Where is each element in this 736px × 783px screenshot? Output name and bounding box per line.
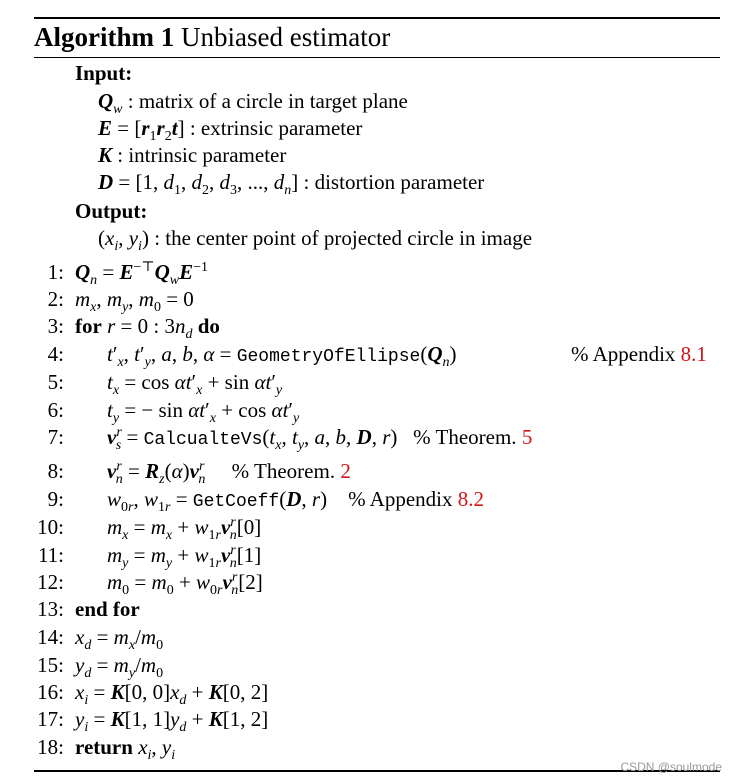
comment-theorem-a: % Theorem. 5 [413, 425, 533, 449]
input-k: K : intrinsic parameter [98, 143, 287, 167]
ref-theorem-a: 5 [521, 425, 533, 449]
step-return: return $x_i$, $y_i$ [75, 735, 176, 764]
line-number: 14: [37, 625, 64, 649]
bottom-rule [34, 770, 720, 772]
input-e: $E = [r_1r_2t]$ : extrinsic parameter [98, 116, 363, 145]
step-yd: $y_d = m_y/m_0$ [75, 653, 164, 682]
output-desc: : the center point of projected circle in image [154, 226, 533, 250]
caption-rule [34, 57, 720, 58]
line-number: 2: [47, 287, 64, 311]
step-yi: $y_i = K[1$, $1]y_d + K[1$, 2] [75, 707, 269, 736]
fn-geometry: GeometryOfEllipse [236, 347, 421, 367]
output-heading: Output: [75, 199, 148, 223]
line-number: 3: [47, 314, 64, 338]
line-number: 6: [47, 398, 64, 422]
line-number: 4: [47, 342, 64, 366]
ref-appendix-b: 8.2 [457, 487, 484, 511]
fn-coeff: GetCoeff [192, 492, 280, 512]
step-end-for: end for [75, 597, 140, 621]
algorithm-label: Algorithm 1 [34, 22, 175, 52]
input-qw-desc: : matrix of a circle in target plane [127, 89, 408, 113]
line-number: 17: [37, 707, 64, 731]
step-xd: $x_d = m_x/m_0$ [75, 625, 164, 654]
watermark: CSDN @soulmode [620, 760, 722, 774]
step-ty: $t_y$ = − $\sin \alpha t'_x + \cos \alpha t'_y$ [107, 398, 300, 427]
step-mx: $m_x = m_x + w_{1r}v^r_n[0]$ [107, 515, 262, 544]
comment-appendix-a: % Appendix 8.1 [571, 342, 707, 366]
step-init: $m_x$, $m_y$, $m_0 = 0$ [75, 287, 194, 316]
step-xi: $x_i = K[0$, $0]x_d + K[0$, 2] [75, 680, 269, 709]
step-geometry: $t'_x$, $t'_y$, a, b, $\alpha = GeometryOfEllipse(Q_n)$ [107, 342, 457, 371]
line-number: 1: [47, 260, 64, 284]
top-rule [34, 17, 720, 19]
step-for: for r = 0 : $3n_d$ do [75, 314, 220, 343]
input-k-desc: : intrinsic parameter [117, 143, 287, 167]
ref-theorem-b: 2 [340, 459, 351, 483]
step-qn: $Q_n = E^{-⊤}Q_wE^{-1}$ [75, 260, 209, 289]
step-coeff: $w_{0r}$, $w_{1r}$ = GetCoeff(D, r) % Appendix 8.2 [107, 487, 484, 516]
line-number: 10: [37, 515, 64, 539]
input-d: D = [1, $d_1$, $d_2$, $d_3$, ..., $d_n$] : distortion parameter [98, 170, 485, 199]
line-number: 7: [47, 425, 64, 449]
step-m0: $m_0 = m_0 + w_{0r}v^r_n[2]$ [107, 570, 263, 599]
ref-appendix-a: 8.1 [680, 342, 707, 366]
step-tx: $t_x = \cos \alpha t'_x + \sin \alpha t'_y$ [107, 370, 283, 399]
step-rotate: $v^r_n = R_z(\alpha)v^r_n$ % Theorem. 2 [107, 459, 351, 488]
algorithm-caption [34, 20, 390, 54]
input-d-desc: : distortion parameter [303, 170, 485, 194]
fn-calc: CalcualteVs [143, 430, 263, 450]
comment-appendix-b: % Appendix 8.2 [348, 487, 484, 511]
line-number: 9: [47, 487, 64, 511]
line-number: 12: [37, 570, 64, 594]
output-point: ($x_i$, $y_i$) : the center point of projected circle in image [98, 226, 533, 255]
input-qw: $Q_w$ : matrix of a circle in target plane [98, 89, 408, 118]
line-number: 16: [37, 680, 64, 704]
line-number: 8: [47, 459, 64, 483]
step-calc: $v^r_s$ = $CalcualteVs(t_x$, $t_y$, a, b, D, r) % Theorem. 5 [107, 425, 533, 454]
line-number: 18: [37, 735, 64, 759]
line-number: 5: [47, 370, 64, 394]
line-number: 11: [37, 543, 64, 567]
algorithm-title: Unbiased estimator [180, 22, 391, 52]
line-number: 15: [37, 653, 64, 677]
step-my: $m_y = m_y + w_{1r}v^r_n[1]$ [107, 543, 262, 572]
input-e-desc: : extrinsic parameter [189, 116, 363, 140]
input-heading: Input: [75, 61, 133, 85]
comment-theorem-b: % Theorem. 2 [231, 459, 351, 483]
line-number: 13: [37, 597, 64, 621]
